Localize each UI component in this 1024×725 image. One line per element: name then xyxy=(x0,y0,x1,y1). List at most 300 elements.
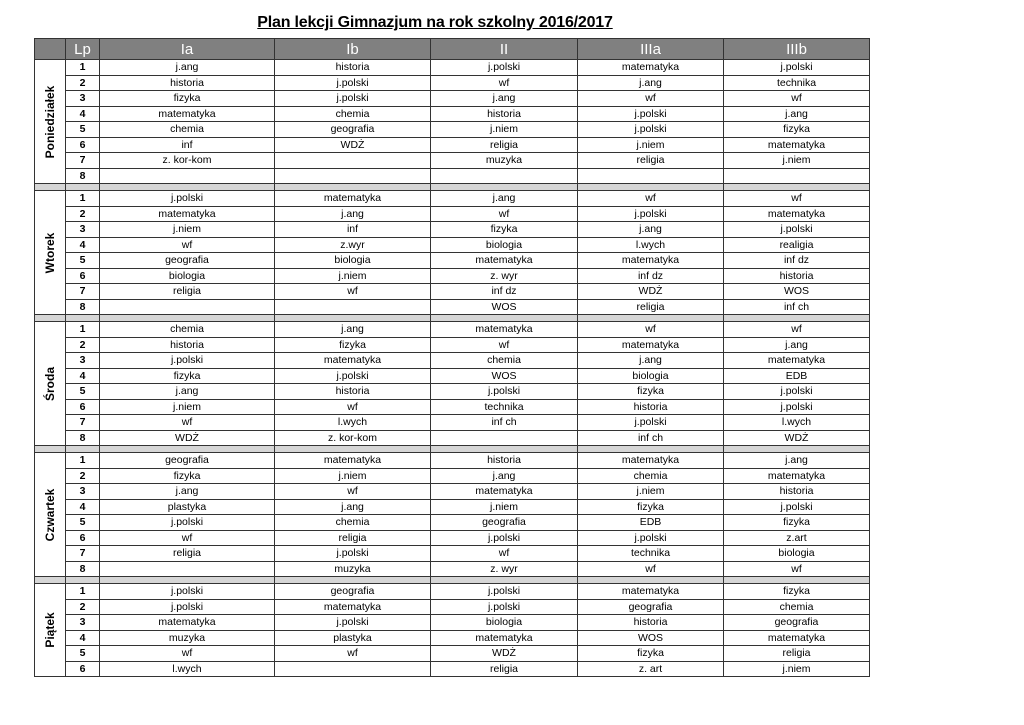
lesson-cell: j.polski xyxy=(724,399,870,415)
table-row xyxy=(35,484,870,500)
lesson-cell: j.ang xyxy=(578,75,724,91)
lesson-cell xyxy=(100,561,275,577)
lesson-cell: inf ch xyxy=(578,430,724,446)
lesson-cell: matematyka xyxy=(724,630,870,646)
lesson-number: 3 xyxy=(66,615,100,631)
table-row xyxy=(35,368,870,384)
lesson-cell: muzyka xyxy=(431,153,578,169)
table-row xyxy=(35,137,870,153)
lesson-cell: j.ang xyxy=(724,337,870,353)
lesson-number: 7 xyxy=(66,415,100,431)
lesson-cell: l.wych xyxy=(724,415,870,431)
lesson-cell: j.polski xyxy=(275,615,431,631)
table-row xyxy=(35,530,870,546)
lesson-cell: biologia xyxy=(100,268,275,284)
table-row xyxy=(35,561,870,577)
separator-cell xyxy=(578,315,724,322)
lesson-cell: geografia xyxy=(275,584,431,600)
table-row xyxy=(35,415,870,431)
separator-cell xyxy=(100,315,275,322)
lesson-cell: j.niem xyxy=(431,122,578,138)
lesson-cell: inf xyxy=(100,137,275,153)
lesson-cell: religia xyxy=(431,137,578,153)
lesson-cell: muzyka xyxy=(100,630,275,646)
day-cell xyxy=(35,191,66,315)
day-label: Czwartek xyxy=(43,488,57,541)
lesson-cell xyxy=(431,168,578,184)
page-title: Plan lekcji Gimnazjum na rok szkolny 2016/2017 xyxy=(257,14,613,31)
lesson-cell: technika xyxy=(724,75,870,91)
lesson-cell: chemia xyxy=(100,322,275,338)
lesson-cell: historia xyxy=(578,399,724,415)
lesson-cell: j.polski xyxy=(578,530,724,546)
lesson-cell: matematyka xyxy=(275,191,431,207)
lesson-cell: j.ang xyxy=(100,484,275,500)
lesson-cell: wf xyxy=(100,530,275,546)
lesson-number: 4 xyxy=(66,106,100,122)
lesson-cell: wf xyxy=(578,191,724,207)
separator-cell xyxy=(35,315,66,322)
lesson-cell: biologia xyxy=(578,368,724,384)
lesson-cell: z. wyr xyxy=(431,561,578,577)
lesson-cell: j.ang xyxy=(431,191,578,207)
lesson-cell: matematyka xyxy=(578,253,724,269)
lesson-cell: historia xyxy=(275,60,431,76)
table-row xyxy=(35,661,870,677)
lesson-cell: j.ang xyxy=(100,384,275,400)
lesson-cell: chemia xyxy=(724,599,870,615)
lesson-number: 4 xyxy=(66,630,100,646)
lesson-cell: z. wyr xyxy=(431,268,578,284)
lesson-cell: religia xyxy=(100,284,275,300)
lesson-cell: j.polski xyxy=(724,222,870,238)
lesson-cell: matematyka xyxy=(578,453,724,469)
header-day-cell xyxy=(35,39,66,60)
lesson-number: 5 xyxy=(66,122,100,138)
separator-cell xyxy=(100,184,275,191)
table-row xyxy=(35,60,870,76)
lesson-number: 6 xyxy=(66,399,100,415)
table-row xyxy=(35,584,870,600)
lesson-cell: geografia xyxy=(578,599,724,615)
lesson-cell: WDŻ xyxy=(275,137,431,153)
day-label: Piątek xyxy=(43,612,57,648)
lesson-cell: fizyka xyxy=(724,515,870,531)
lesson-cell: j.ang xyxy=(578,353,724,369)
lesson-cell: technika xyxy=(431,399,578,415)
lesson-cell: WOS xyxy=(724,284,870,300)
lesson-cell: j.polski xyxy=(100,599,275,615)
table-row xyxy=(35,106,870,122)
lesson-cell xyxy=(724,168,870,184)
table-row xyxy=(35,546,870,562)
lesson-cell: matematyka xyxy=(578,60,724,76)
separator-cell xyxy=(100,577,275,584)
table-row xyxy=(35,337,870,353)
lesson-number: 2 xyxy=(66,599,100,615)
lesson-cell: wf xyxy=(100,237,275,253)
day-separator xyxy=(35,315,870,322)
lesson-cell: inf ch xyxy=(724,299,870,315)
lesson-cell: historia xyxy=(275,384,431,400)
table-row xyxy=(35,253,870,269)
lesson-cell: j.ang xyxy=(578,222,724,238)
lesson-cell: fizyka xyxy=(100,91,275,107)
lesson-cell: j.ang xyxy=(724,106,870,122)
lesson-cell: wf xyxy=(431,75,578,91)
lesson-cell: historia xyxy=(100,337,275,353)
lesson-cell: historia xyxy=(431,453,578,469)
lesson-number: 3 xyxy=(66,353,100,369)
table-row xyxy=(35,399,870,415)
lesson-cell: wf xyxy=(724,561,870,577)
lesson-cell: matematyka xyxy=(100,206,275,222)
separator-cell xyxy=(35,184,66,191)
lesson-cell: j.niem xyxy=(100,222,275,238)
day-cell xyxy=(35,322,66,446)
lesson-cell: WDŻ xyxy=(578,284,724,300)
lesson-number: 6 xyxy=(66,268,100,284)
lesson-cell: z. kor-kom xyxy=(275,430,431,446)
lesson-cell: j.niem xyxy=(724,661,870,677)
lesson-number: 6 xyxy=(66,661,100,677)
lesson-cell: j.polski xyxy=(431,530,578,546)
day-label: Środa xyxy=(43,366,57,401)
lesson-cell: j.niem xyxy=(100,399,275,415)
lesson-cell: inf xyxy=(275,222,431,238)
lesson-cell: j.ang xyxy=(431,468,578,484)
lesson-cell: fizyka xyxy=(578,499,724,515)
lesson-cell: l.wych xyxy=(100,661,275,677)
separator-cell xyxy=(578,577,724,584)
lesson-cell: j.polski xyxy=(100,515,275,531)
table-row xyxy=(35,268,870,284)
lesson-cell: l.wych xyxy=(578,237,724,253)
table-row xyxy=(35,630,870,646)
header-class-ib: Ib xyxy=(275,39,431,60)
lesson-cell: matematyka xyxy=(100,106,275,122)
separator-cell xyxy=(35,577,66,584)
lesson-number: 2 xyxy=(66,468,100,484)
lesson-cell: WOS xyxy=(578,630,724,646)
table-row xyxy=(35,353,870,369)
lesson-cell: z. kor-kom xyxy=(100,153,275,169)
lesson-cell: fizyka xyxy=(578,646,724,662)
lesson-cell: j.polski xyxy=(275,91,431,107)
lesson-cell: j.ang xyxy=(100,60,275,76)
lesson-cell: chemia xyxy=(578,468,724,484)
lesson-cell: EDB xyxy=(578,515,724,531)
lesson-cell: geografia xyxy=(275,122,431,138)
lesson-cell: chemia xyxy=(275,515,431,531)
lesson-cell: wf xyxy=(431,206,578,222)
lesson-cell: fizyka xyxy=(578,384,724,400)
table-row xyxy=(35,206,870,222)
lesson-cell: geografia xyxy=(100,253,275,269)
lesson-cell: muzyka xyxy=(275,561,431,577)
day-label: Poniedziałek xyxy=(43,85,57,158)
lesson-cell: j.ang xyxy=(275,206,431,222)
lesson-cell xyxy=(431,430,578,446)
separator-cell xyxy=(724,315,870,322)
lesson-number: 5 xyxy=(66,646,100,662)
day-separator xyxy=(35,184,870,191)
separator-cell xyxy=(66,315,100,322)
lesson-cell: j.polski xyxy=(724,60,870,76)
lesson-cell: religia xyxy=(724,646,870,662)
separator-cell xyxy=(431,577,578,584)
lesson-cell: z.art xyxy=(724,530,870,546)
header-lp: Lp xyxy=(66,39,100,60)
lesson-cell: matematyka xyxy=(431,253,578,269)
lesson-cell: realigia xyxy=(724,237,870,253)
separator-cell xyxy=(431,446,578,453)
lesson-cell: historia xyxy=(724,268,870,284)
separator-cell xyxy=(431,184,578,191)
separator-cell xyxy=(275,577,431,584)
lesson-cell: matematyka xyxy=(431,322,578,338)
lesson-cell: wf xyxy=(724,322,870,338)
lesson-cell: WDŻ xyxy=(724,430,870,446)
lesson-cell: j.ang xyxy=(275,322,431,338)
lesson-cell: technika xyxy=(578,546,724,562)
day-cell xyxy=(35,584,66,677)
lesson-cell: fizyka xyxy=(275,337,431,353)
day-cell xyxy=(35,60,66,184)
lesson-cell: inf dz xyxy=(431,284,578,300)
lesson-cell: matematyka xyxy=(578,337,724,353)
lesson-cell: l.wych xyxy=(275,415,431,431)
lesson-cell: j.polski xyxy=(275,75,431,91)
lesson-cell: wf xyxy=(431,546,578,562)
lesson-cell: inf dz xyxy=(578,268,724,284)
table-row xyxy=(35,430,870,446)
timetable-body xyxy=(35,60,870,677)
lesson-cell: religia xyxy=(275,530,431,546)
lesson-number: 5 xyxy=(66,515,100,531)
lesson-cell: wf xyxy=(275,399,431,415)
lesson-cell: wf xyxy=(275,284,431,300)
table-row xyxy=(35,284,870,300)
lesson-cell: chemia xyxy=(100,122,275,138)
table-row xyxy=(35,299,870,315)
lesson-number: 5 xyxy=(66,253,100,269)
table-row xyxy=(35,122,870,138)
lesson-cell: matematyka xyxy=(724,137,870,153)
lesson-cell: fizyka xyxy=(431,222,578,238)
lesson-cell: j.polski xyxy=(275,368,431,384)
lesson-cell: wf xyxy=(275,484,431,500)
table-row xyxy=(35,468,870,484)
lesson-number: 1 xyxy=(66,584,100,600)
lesson-cell: matematyka xyxy=(578,584,724,600)
lesson-number: 6 xyxy=(66,137,100,153)
table-row xyxy=(35,499,870,515)
lesson-cell: j.polski xyxy=(431,384,578,400)
table-row xyxy=(35,75,870,91)
lesson-cell: matematyka xyxy=(431,630,578,646)
lesson-cell: wf xyxy=(100,646,275,662)
separator-cell xyxy=(724,184,870,191)
lesson-number: 4 xyxy=(66,237,100,253)
lesson-cell: fizyka xyxy=(100,468,275,484)
lesson-cell xyxy=(275,153,431,169)
lesson-number: 2 xyxy=(66,75,100,91)
lesson-cell: historia xyxy=(100,75,275,91)
lesson-cell: chemia xyxy=(431,353,578,369)
lesson-number: 6 xyxy=(66,530,100,546)
lesson-cell: j.polski xyxy=(578,106,724,122)
lesson-cell: geografia xyxy=(100,453,275,469)
header-row xyxy=(35,39,870,60)
lesson-cell: historia xyxy=(431,106,578,122)
lesson-cell: geografia xyxy=(431,515,578,531)
lesson-cell: geografia xyxy=(724,615,870,631)
lesson-cell: biologia xyxy=(431,237,578,253)
lesson-cell: WDŻ xyxy=(100,430,275,446)
lesson-cell: inf dz xyxy=(724,253,870,269)
lesson-cell: j.niem xyxy=(431,499,578,515)
lesson-cell: religia xyxy=(578,299,724,315)
lesson-cell: j.niem xyxy=(578,484,724,500)
lesson-cell xyxy=(275,299,431,315)
day-label: Wtorek xyxy=(43,232,57,273)
lesson-cell xyxy=(100,299,275,315)
lesson-cell: fizyka xyxy=(724,584,870,600)
table-row xyxy=(35,91,870,107)
lesson-cell: j.niem xyxy=(275,468,431,484)
separator-cell xyxy=(66,577,100,584)
lesson-cell: z.wyr xyxy=(275,237,431,253)
table-row xyxy=(35,515,870,531)
separator-cell xyxy=(724,446,870,453)
table-row xyxy=(35,191,870,207)
lesson-cell: biologia xyxy=(275,253,431,269)
lesson-cell: j.ang xyxy=(724,453,870,469)
lesson-cell: plastyka xyxy=(100,499,275,515)
lesson-cell: fizyka xyxy=(724,122,870,138)
lesson-cell: wf xyxy=(578,561,724,577)
table-row xyxy=(35,615,870,631)
lesson-number: 4 xyxy=(66,499,100,515)
lesson-cell: matematyka xyxy=(724,468,870,484)
table-row xyxy=(35,453,870,469)
lesson-cell: j.polski xyxy=(578,122,724,138)
lesson-cell: biologia xyxy=(431,615,578,631)
lesson-cell: matematyka xyxy=(724,353,870,369)
lesson-cell: matematyka xyxy=(275,353,431,369)
timetable xyxy=(34,38,870,677)
separator-cell xyxy=(724,577,870,584)
lesson-cell: j.polski xyxy=(431,60,578,76)
lesson-cell: j.ang xyxy=(431,91,578,107)
separator-cell xyxy=(578,184,724,191)
lesson-cell: matematyka xyxy=(100,615,275,631)
lesson-number: 8 xyxy=(66,299,100,315)
lesson-number: 1 xyxy=(66,322,100,338)
separator-cell xyxy=(578,446,724,453)
lesson-number: 1 xyxy=(66,453,100,469)
lesson-number: 3 xyxy=(66,484,100,500)
separator-cell xyxy=(275,315,431,322)
lesson-cell: EDB xyxy=(724,368,870,384)
header-class-iiib: IIIb xyxy=(724,39,870,60)
day-separator xyxy=(35,446,870,453)
lesson-cell: j.polski xyxy=(431,584,578,600)
table-row xyxy=(35,222,870,238)
lesson-number: 7 xyxy=(66,546,100,562)
lesson-number: 2 xyxy=(66,337,100,353)
lesson-cell: j.polski xyxy=(431,599,578,615)
lesson-cell: z. art xyxy=(578,661,724,677)
lesson-cell: religia xyxy=(578,153,724,169)
lesson-cell: j.polski xyxy=(578,206,724,222)
table-row xyxy=(35,322,870,338)
lesson-number: 8 xyxy=(66,168,100,184)
lesson-cell: j.polski xyxy=(724,384,870,400)
lesson-cell: wf xyxy=(100,415,275,431)
lesson-cell: wf xyxy=(275,646,431,662)
lesson-cell: wf xyxy=(431,337,578,353)
lesson-cell: j.ang xyxy=(275,499,431,515)
lesson-cell: inf ch xyxy=(431,415,578,431)
header-class-ii: II xyxy=(431,39,578,60)
lesson-cell: j.polski xyxy=(578,415,724,431)
table-row xyxy=(35,153,870,169)
lesson-cell: j.polski xyxy=(100,191,275,207)
separator-cell xyxy=(275,446,431,453)
lesson-cell: historia xyxy=(724,484,870,500)
lesson-cell: biologia xyxy=(724,546,870,562)
lesson-number: 1 xyxy=(66,60,100,76)
lesson-cell: j.polski xyxy=(275,546,431,562)
day-separator xyxy=(35,577,870,584)
separator-cell xyxy=(66,446,100,453)
lesson-cell: j.niem xyxy=(275,268,431,284)
lesson-cell: j.polski xyxy=(100,584,275,600)
lesson-cell: historia xyxy=(578,615,724,631)
lesson-number: 5 xyxy=(66,384,100,400)
lesson-cell: plastyka xyxy=(275,630,431,646)
lesson-number: 7 xyxy=(66,153,100,169)
lesson-cell xyxy=(275,168,431,184)
table-row xyxy=(35,237,870,253)
lesson-cell: wf xyxy=(724,91,870,107)
table-row xyxy=(35,384,870,400)
lesson-number: 8 xyxy=(66,561,100,577)
lesson-cell: fizyka xyxy=(100,368,275,384)
lesson-cell: WDŻ xyxy=(431,646,578,662)
lesson-number: 3 xyxy=(66,91,100,107)
separator-cell xyxy=(275,184,431,191)
table-row xyxy=(35,599,870,615)
lesson-cell: matematyka xyxy=(431,484,578,500)
separator-cell xyxy=(100,446,275,453)
lesson-number: 8 xyxy=(66,430,100,446)
lesson-cell: religia xyxy=(431,661,578,677)
day-cell xyxy=(35,453,66,577)
lesson-number: 4 xyxy=(66,368,100,384)
lesson-cell: WOS xyxy=(431,368,578,384)
lesson-cell: j.niem xyxy=(578,137,724,153)
lesson-cell: wf xyxy=(578,91,724,107)
lesson-number: 2 xyxy=(66,206,100,222)
lesson-number: 1 xyxy=(66,191,100,207)
lesson-cell: chemia xyxy=(275,106,431,122)
table-row xyxy=(35,646,870,662)
lesson-cell: j.polski xyxy=(724,499,870,515)
lesson-cell: j.niem xyxy=(724,153,870,169)
